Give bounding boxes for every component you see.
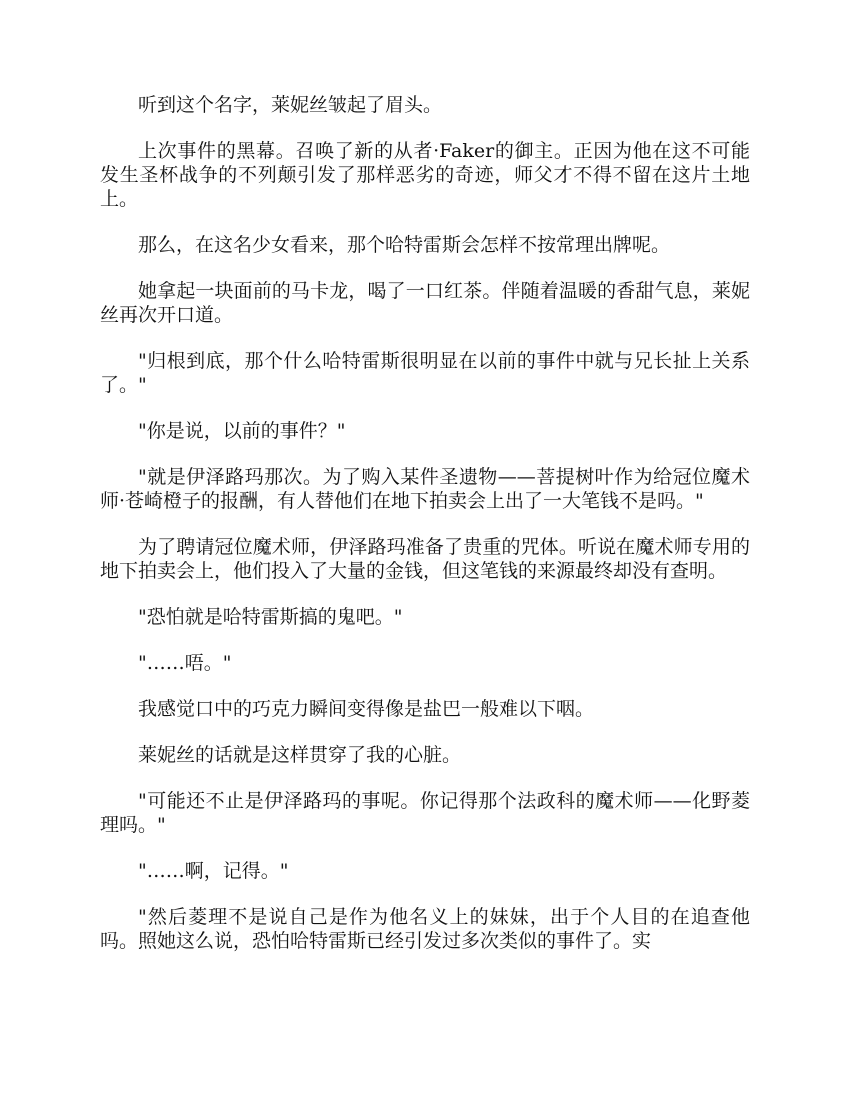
paragraph: 听到这个名字，莱妮丝皱起了眉头。 xyxy=(138,94,443,116)
paragraph: "恐怕就是哈特雷斯搞的鬼吧。" xyxy=(138,606,403,628)
paragraph: "然后菱理不是说自己是作为他名义上的妹妹，出于个人目的在追查他吗。照她这么说，恐怕哈特雷斯已经引发过多次类似的事件了。实 xyxy=(100,906,750,952)
paragraph: "你是说，以前的事件？" xyxy=(138,420,346,442)
paragraph: 为了聘请冠位魔术师，伊泽路玛准备了贵重的咒体。听说在魔术师专用的地下拍卖会上，他们投入了大量的金钱，但这笔钱的来源最终却没有查明。 xyxy=(100,536,750,582)
paragraph: 那么，在这名少女看来，那个哈特雷斯会怎样不按常理出牌呢。 xyxy=(138,234,671,256)
paragraph: 我感觉口中的巧克力瞬间变得像是盐巴一般难以下咽。 xyxy=(138,698,595,720)
document-page xyxy=(100,93,750,975)
paragraph: "可能还不止是伊泽路玛的事呢。你记得那个法政科的魔术师——化野菱理吗。" xyxy=(100,790,750,836)
paragraph: 莱妮丝的话就是这样贯穿了我的心脏。 xyxy=(138,744,462,766)
paragraph: "归根到底，那个什么哈特雷斯很明显在以前的事件中就与兄长扯上关系了。" xyxy=(100,350,750,396)
paragraph: "……啊，记得。" xyxy=(138,860,289,882)
paragraph: "就是伊泽路玛那次。为了购入某件圣遗物——菩提树叶作为给冠位魔术师·苍崎橙子的报酬，有人替他们在地下拍卖会上出了一大笔钱不是吗。" xyxy=(100,466,750,512)
paragraph: 上次事件的黑幕。召唤了新的从者·Faker的御主。正因为他在这不可能发生圣杯战争的不列颠引发了那样恶劣的奇迹，师父才不得不留在这片土地上。 xyxy=(100,140,750,210)
paragraph: "……唔。" xyxy=(138,652,232,674)
paragraph: 她拿起一块面前的马卡龙，喝了一口红茶。伴随着温暖的香甜气息，莱妮丝再次开口道。 xyxy=(100,280,750,326)
